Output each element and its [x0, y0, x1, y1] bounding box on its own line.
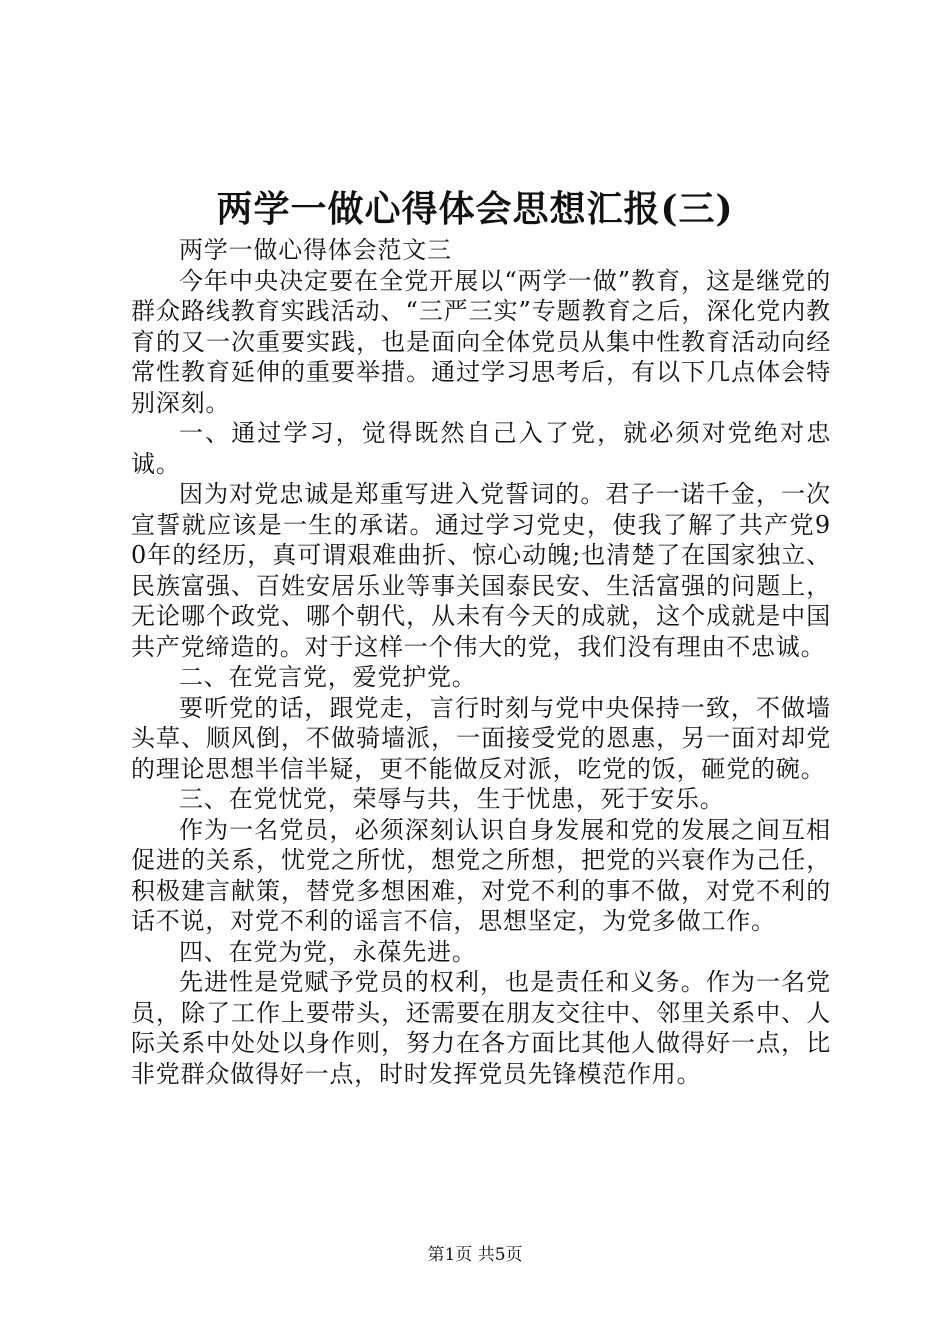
body-paragraph: 作为一名党员，必须深刻认识自身发展和党的发展之间互相促进的关系，忧党之所忧，想党之所想，把党的兴衰作为己任，积极建言献策，替党多想困难，对党不利的事不做，对党不利的话不说，对党不利的谣言不信，思想坚定，为党多做工作。: [131, 815, 831, 935]
document-title: 两学一做心得体会思想汇报(三): [216, 188, 734, 230]
body-paragraph: 要听党的话，跟党走，言行时刻与党中央保持一致，不做墙头草、顺风倒，不做骑墙派，一面接受党的恩惠，另一面对却党的理论思想半信半疑，更不能做反对派，吃党的饭，砸党的碗。: [131, 693, 831, 783]
body-paragraph: 因为对党忠诚是郑重写进入党誓词的。君子一诺千金，一次宣誓就应该是一生的承诺。通过学习党史，使我了解了共产党90年的经历，真可谓艰难曲折、惊心动魄;也清楚了在国家独立、民族富强、百姓安居乐业等事关国泰民安、生活富强的问题上，无论哪个政党、哪个朝代，从未有今天的成就，这个成就是中国共产党缔造的。对于这样一个伟大的党，我们没有理由不忠诚。: [131, 480, 831, 661]
section-heading: 三、在党忧党，荣辱与共，生于忧患，死于安乐。: [179, 785, 725, 813]
page-footer: 第1页 共5页: [427, 1245, 523, 1265]
body-paragraph: 先进性是党赋予党员的权利，也是责任和义务。作为一名党员，除了工作上要带头，还需要在朋友交往中、邻里关系中、人际关系中处处以身作则，努力在各方面比其他人做得好一点，比非党群众做得好一点，时时发挥党员先锋模范作用。: [131, 968, 831, 1088]
section-heading: 四、在党为党，永葆先进。: [179, 937, 477, 966]
body-paragraph: 两学一做心得体会范文三: [179, 236, 452, 264]
body-paragraph: 今年中央决定要在全党开展以“两学一做”教育，这是继党的群众路线教育实践活动、“三严三实”专题教育之后，深化党内教育的又一次重要实践，也是面向全体党员从集中性教育活动向经常性教育延伸的重要举措。通过学习思考后，有以下几点体会特别深刻。: [131, 266, 831, 417]
document-body: [131, 235, 831, 1089]
section-heading: 二、在党言党，爱党护党。: [179, 663, 477, 691]
section-heading: 一、通过学习，觉得既然自己入了党，就必须对党绝对忠诚。: [131, 419, 831, 478]
